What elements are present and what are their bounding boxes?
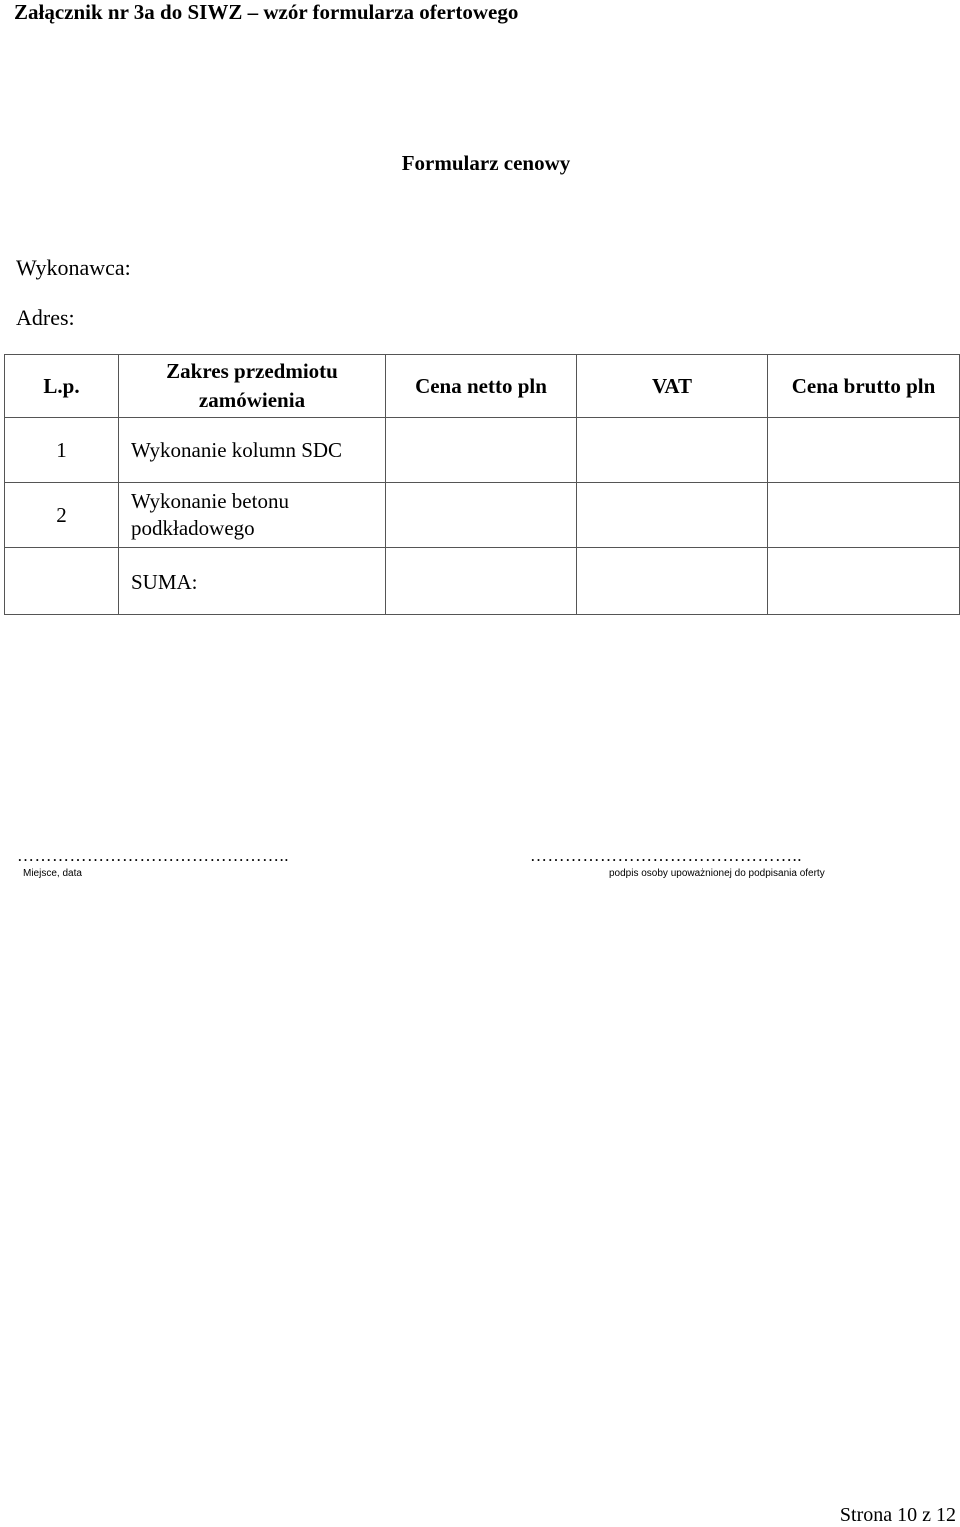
contractor-label: Wykonawca: (16, 255, 131, 280)
sum-gross-price-cell[interactable] (768, 548, 960, 615)
row-scope: Wykonanie kolumn SDC (119, 418, 386, 483)
place-date-signature-line: ……………………………………….. (17, 846, 289, 865)
column-header-lp: L.p. (5, 355, 119, 418)
place-date-caption: Miejsce, data (23, 868, 82, 879)
row-net-price-cell[interactable] (386, 483, 577, 548)
column-header-net-price: Cena netto pln (386, 355, 577, 418)
row-number: 1 (5, 418, 119, 483)
row-scope: Wykonanie betonu podkładowego (119, 483, 386, 548)
price-table (4, 354, 960, 615)
document-header: Załącznik nr 3a do SIWZ – wzór formularza ofertowego (14, 0, 519, 24)
row-gross-price-cell[interactable] (768, 483, 960, 548)
sum-vat-cell[interactable] (577, 548, 768, 615)
authorized-signature-caption: podpis osoby upoważnionej do podpisania oferty (609, 868, 825, 879)
sum-label: SUMA: (119, 548, 386, 615)
address-label: Adres: (16, 305, 75, 330)
column-header-scope: Zakres przedmiotu zamówienia (119, 355, 386, 418)
sum-row-empty-cell (5, 548, 119, 615)
sum-net-price-cell[interactable] (386, 548, 577, 615)
form-title: Formularz cenowy (401, 151, 571, 175)
row-number: 2 (5, 483, 119, 548)
authorized-signature-line: ……………………………………….. (530, 846, 802, 865)
row-net-price-cell[interactable] (386, 418, 577, 483)
page-number: Strona 10 z 12 (839, 1504, 956, 1526)
table-row (5, 418, 960, 483)
table-header-row (5, 355, 960, 418)
column-header-vat: VAT (577, 355, 768, 418)
sum-row (5, 548, 960, 615)
table-row (5, 483, 960, 548)
row-gross-price-cell[interactable] (768, 418, 960, 483)
row-vat-cell[interactable] (577, 418, 768, 483)
column-header-gross-price: Cena brutto pln (768, 355, 960, 418)
row-vat-cell[interactable] (577, 483, 768, 548)
